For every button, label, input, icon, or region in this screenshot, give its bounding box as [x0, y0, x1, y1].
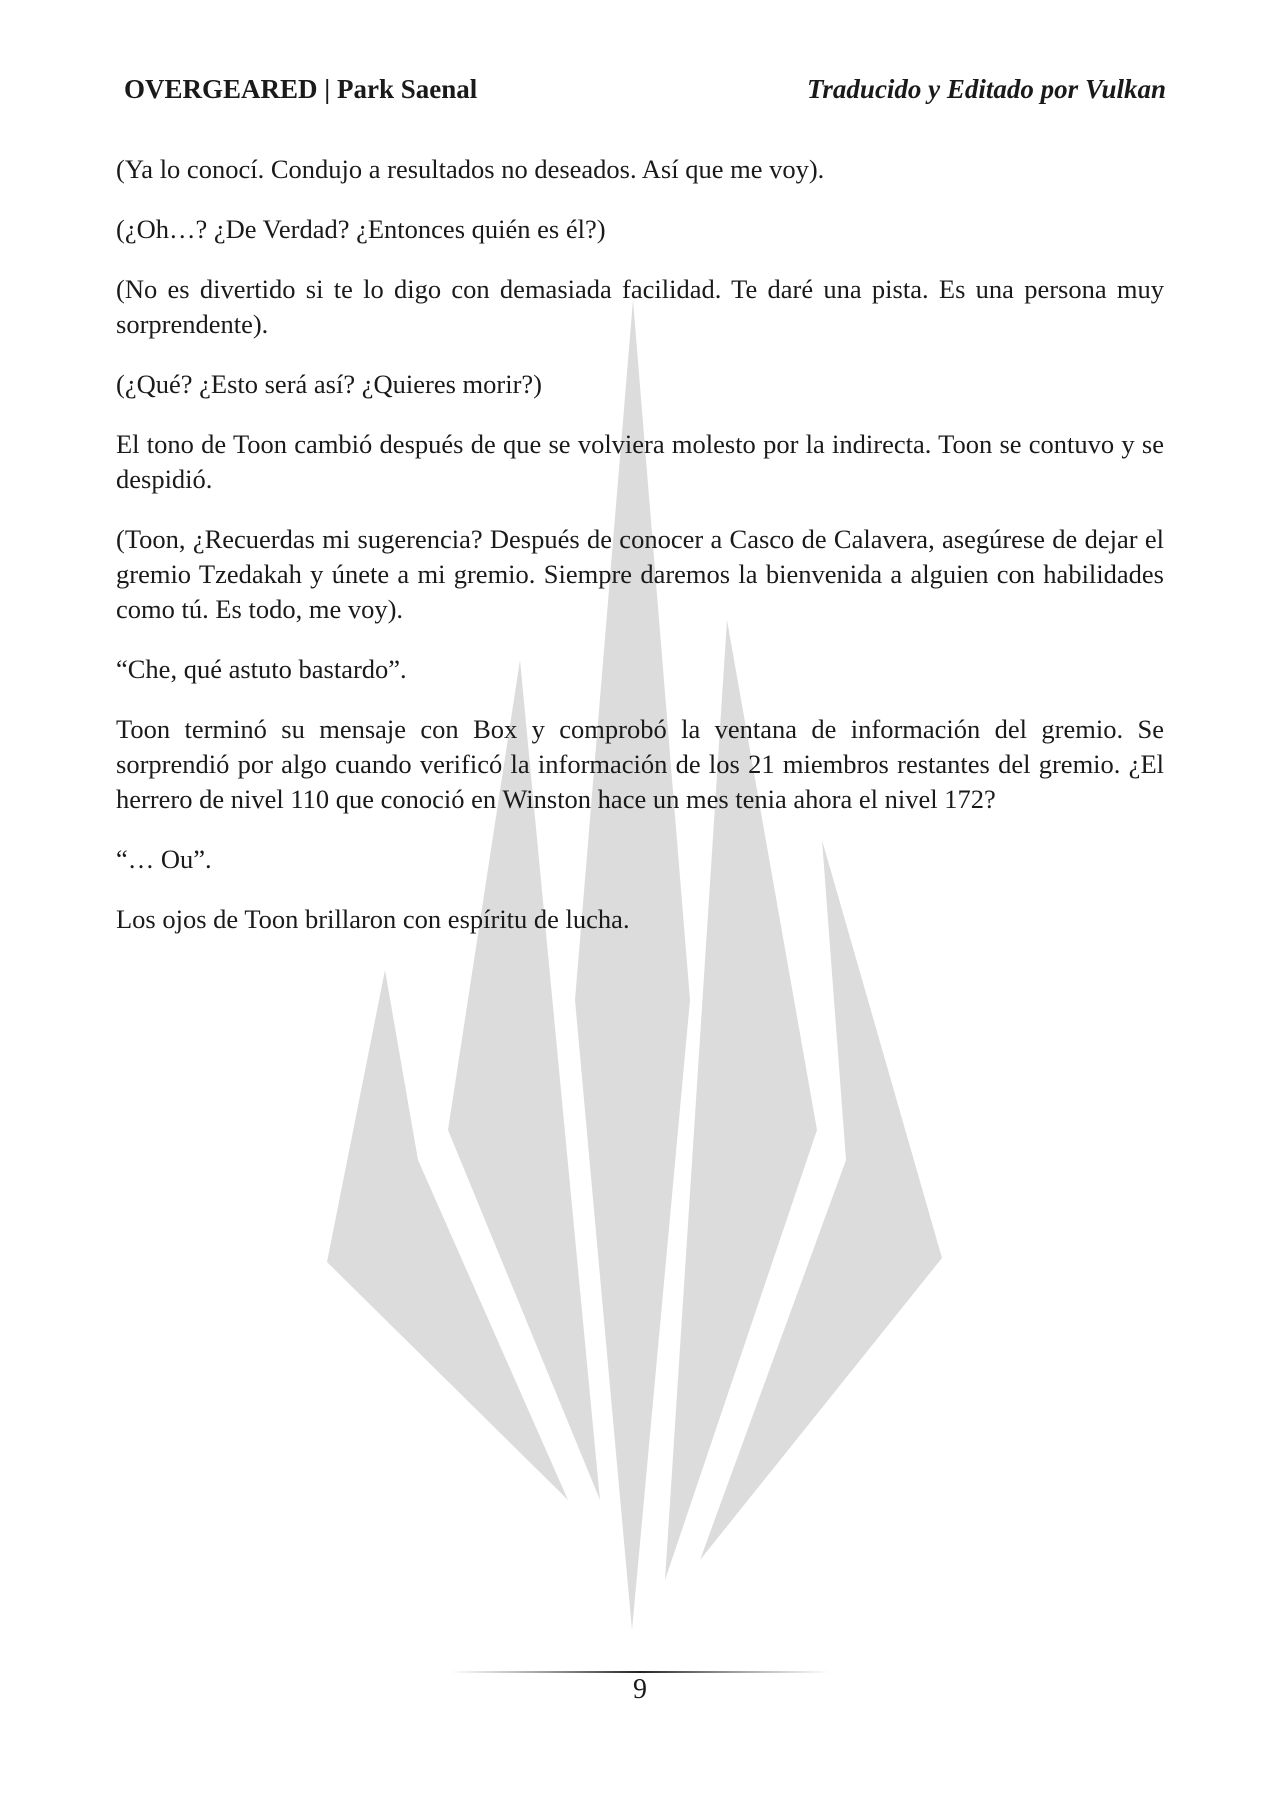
header-book-title: OVERGEARED | Park Saenal [124, 74, 478, 104]
paragraph: “… Ou”. [116, 844, 212, 874]
paragraph: El tono de Toon cambió después de que se volviera molesto por la indirecta. Toon se contuvo y se despidió. [116, 429, 1164, 494]
header-translator-credit: Traducido y Editado por Vulkan [806, 74, 1166, 104]
paragraph: (Toon, ¿Recuerdas mi sugerencia? Después de conocer a Casco de Calavera, asegúrese de dejar el gremio Tzedakah y únete a mi gremio. Siempre daremos la bienvenida a alguien con habilidades como tú. Es todo, me voy). [116, 524, 1164, 624]
page-number: 9 [633, 1674, 647, 1705]
body-text [116, 152, 1164, 962]
paragraph: Toon terminó su mensaje con Box y comprobó la ventana de información del gremio. Se sorprendió por algo cuando verificó la información de los 21 miembros restantes del gremio. ¿El herrero de nivel 110 que conoció en Winston hace un mes tenia ahora el nivel 172? [116, 714, 1164, 814]
paragraph: “Che, qué astuto bastardo”. [116, 654, 407, 684]
paragraph: (¿Oh…? ¿De Verdad? ¿Entonces quién es él?) [116, 214, 606, 244]
paragraph: (No es divertido si te lo digo con demasiada facilidad. Te daré una pista. Es una persona muy sorprendente). [116, 274, 1164, 339]
paragraph: Los ojos de Toon brillaron con espíritu de lucha. [116, 904, 630, 934]
running-header [124, 74, 1166, 114]
paragraph: (¿Qué? ¿Esto será así? ¿Quieres morir?) [116, 369, 542, 399]
paragraph: (Ya lo conocí. Condujo a resultados no deseados. Así que me voy). [116, 154, 825, 184]
